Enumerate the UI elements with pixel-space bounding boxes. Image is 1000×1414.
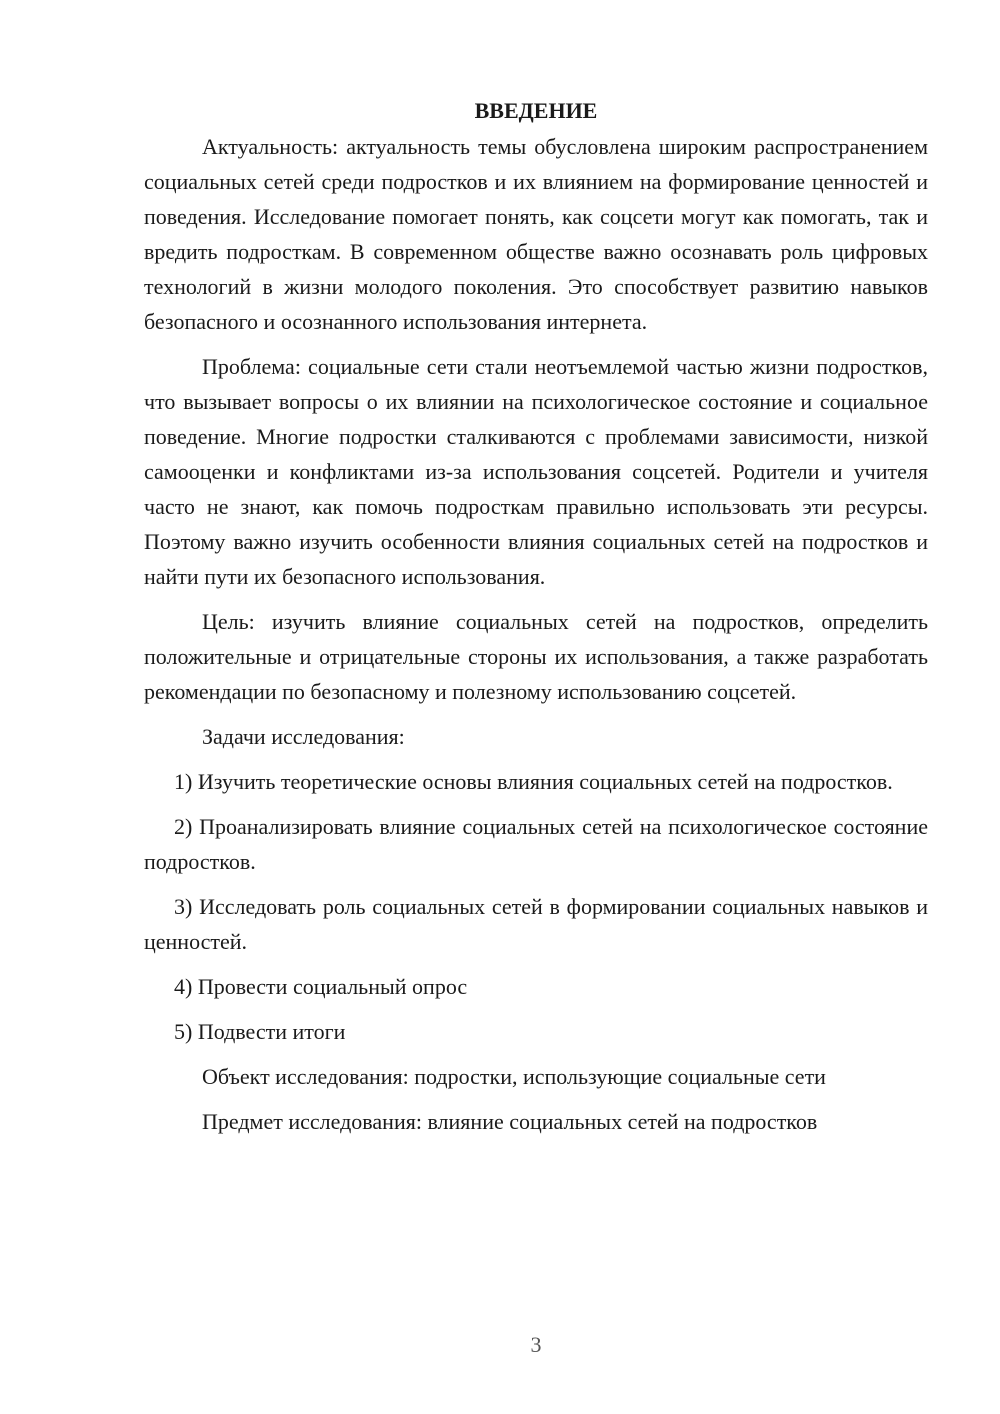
task-item-1: 1) Изучить теоретические основы влияния социальных сетей на подростков.	[174, 769, 893, 794]
relevance-paragraph: Актуальность: актуальность темы обусловлена широким распространением социальных сетей среди подростков и их влиянием на формирование ценностей и поведения. Исследование помогает понять, как соцсети могут как помогать, так и вредить подросткам. В современном обществе важно осознавать роль цифровых технологий в жизни молодого поколения. Это способствует развитию навыков безопасного и осознанного использования интернета.	[144, 134, 928, 334]
goal-paragraph: Цель: изучить влияние социальных сетей на подростков, определить положительные и отрицательные стороны их использования, а также разработать рекомендации по безопасному и полезному использованию соцсетей.	[144, 609, 928, 704]
tasks-heading: Задачи исследования:	[202, 724, 405, 749]
problem-paragraph: Проблема: социальные сети стали неотъемлемой частью жизни подростков, что вызывает вопросы о их влиянии на психологическое состояние и социальное поведение. Многие подростки сталкиваются с проблемами зависимости, низкой самооценки и конфликтами из-за использования соцсетей. Родители и учителя часто не знают, как помочь подросткам правильно использовать эти ресурсы. Поэтому важно изучить особенности влияния социальных сетей на подростков и найти пути их безопасного использования.	[144, 354, 928, 589]
task-item-5: 5) Подвести итоги	[174, 1019, 346, 1044]
page-number: 3	[530, 1332, 542, 1357]
task-item-4: 4) Провести социальный опрос	[174, 974, 468, 999]
document-page	[144, 95, 928, 1149]
research-object: Объект исследования: подростки, использующие социальные сети	[202, 1064, 826, 1089]
task-item-2: 2) Проанализировать влияние социальных сетей на психологическое состояние подростков.	[144, 814, 928, 874]
task-item-3: 3) Исследовать роль социальных сетей в формировании социальных навыков и ценностей.	[144, 894, 928, 954]
research-subject: Предмет исследования: влияние социальных сетей на подростков	[202, 1109, 818, 1134]
document-title: ВВЕДЕНИЕ	[474, 98, 598, 123]
